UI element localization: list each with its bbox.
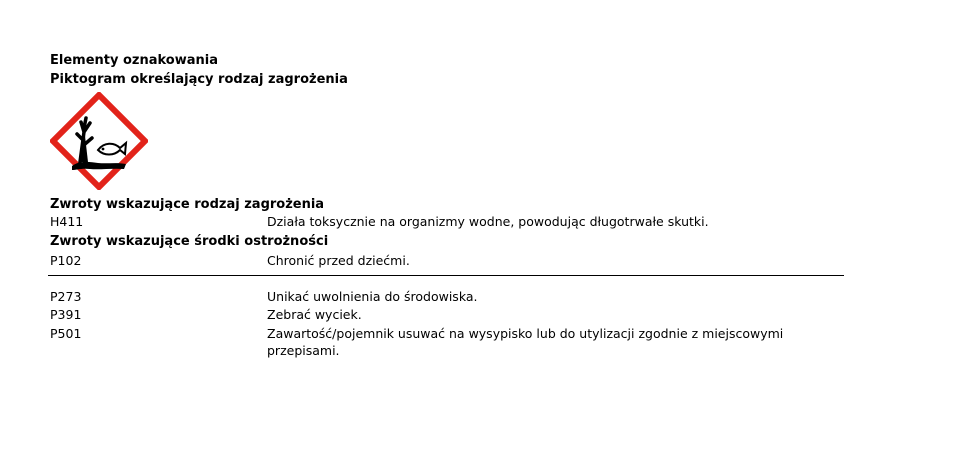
precaution-code: P273 (50, 289, 82, 304)
precaution-text: Chronić przed dziećmi. (267, 253, 410, 268)
hazard-code: H411 (50, 214, 84, 229)
precaution-heading: Zwroty wskazujące środki ostrożności (50, 234, 329, 249)
hazard-heading: Zwroty wskazujące rodzaj zagrożenia (50, 197, 325, 212)
pictogram-heading: Piktogram określający rodzaj zagrożenia (50, 72, 348, 87)
environment-hazard-icon (50, 92, 148, 190)
precaution-code: P501 (50, 326, 82, 341)
section-title: Elementy oznakowania (50, 53, 219, 68)
section-divider (48, 275, 844, 276)
precaution-code: P391 (50, 307, 82, 322)
precaution-text: Unikać uwolnienia do środowiska. (267, 289, 478, 304)
precaution-text: Zebrać wyciek. (267, 307, 362, 322)
hazard-text: Działa toksycznie na organizmy wodne, powodując długotrwałe skutki. (267, 214, 709, 229)
precaution-code: P102 (50, 253, 82, 268)
precaution-text: Zawartość/pojemnik usuwać na wysypisko lub do utylizacji zgodnie z miejscowymi przepisami. (267, 326, 784, 358)
